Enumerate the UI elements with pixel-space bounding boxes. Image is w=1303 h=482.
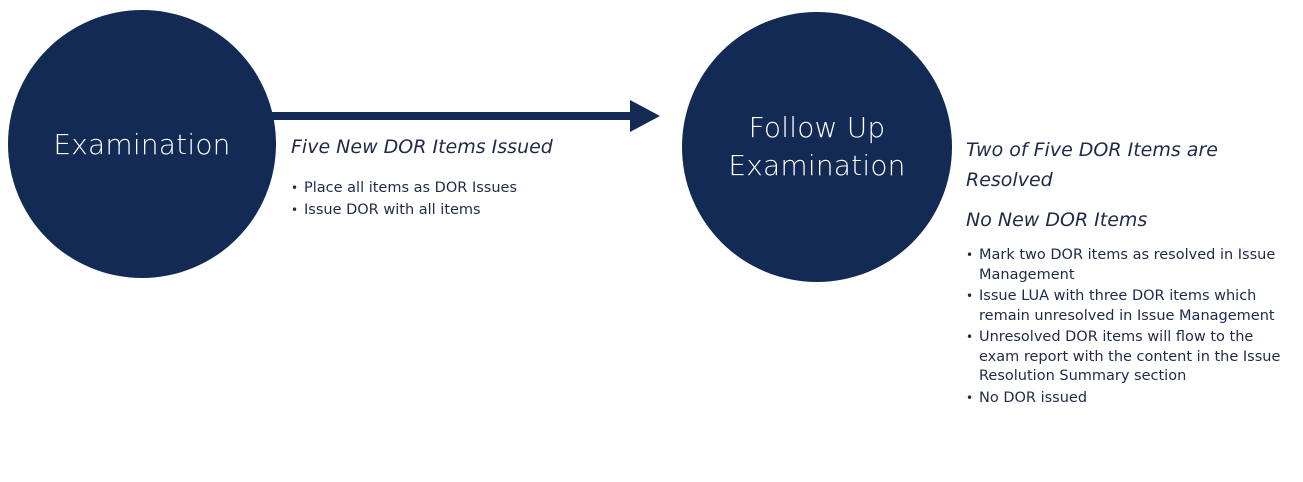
- examination-node: [8, 10, 276, 278]
- step2-bullet: • Mark two DOR items as resolved in Issue Management: [966, 246, 1296, 285]
- step1-bullet: • Place all items as DOR Issues: [291, 178, 651, 198]
- follow-up-examination-node: [682, 12, 952, 282]
- follow-up-examination-node-label: Follow Up Examination: [728, 111, 906, 182]
- examination-node-label: Examination: [53, 127, 231, 161]
- step2-heading: Two of Five DOR Items are Resolved: [966, 139, 1218, 191]
- step1-bullet: • Issue DOR with all items: [291, 200, 651, 220]
- flow-arrow-head: [630, 100, 660, 132]
- step1-heading: Five New DOR Items Issued: [291, 136, 553, 158]
- step2-bullet: • Unresolved DOR items will flow to the exam report with the content in the Issue Resolution Summary section: [966, 328, 1296, 387]
- step2-bullet: • Issue LUA with three DOR items which remain unresolved in Issue Management: [966, 287, 1296, 326]
- step1-bullet-list: [291, 178, 651, 222]
- step2-bullet-list: [966, 246, 1296, 410]
- step2-subheading: No New DOR Items: [966, 209, 1148, 231]
- step2-bullet: • No DOR issued: [966, 389, 1296, 409]
- flow-arrow: [262, 96, 662, 136]
